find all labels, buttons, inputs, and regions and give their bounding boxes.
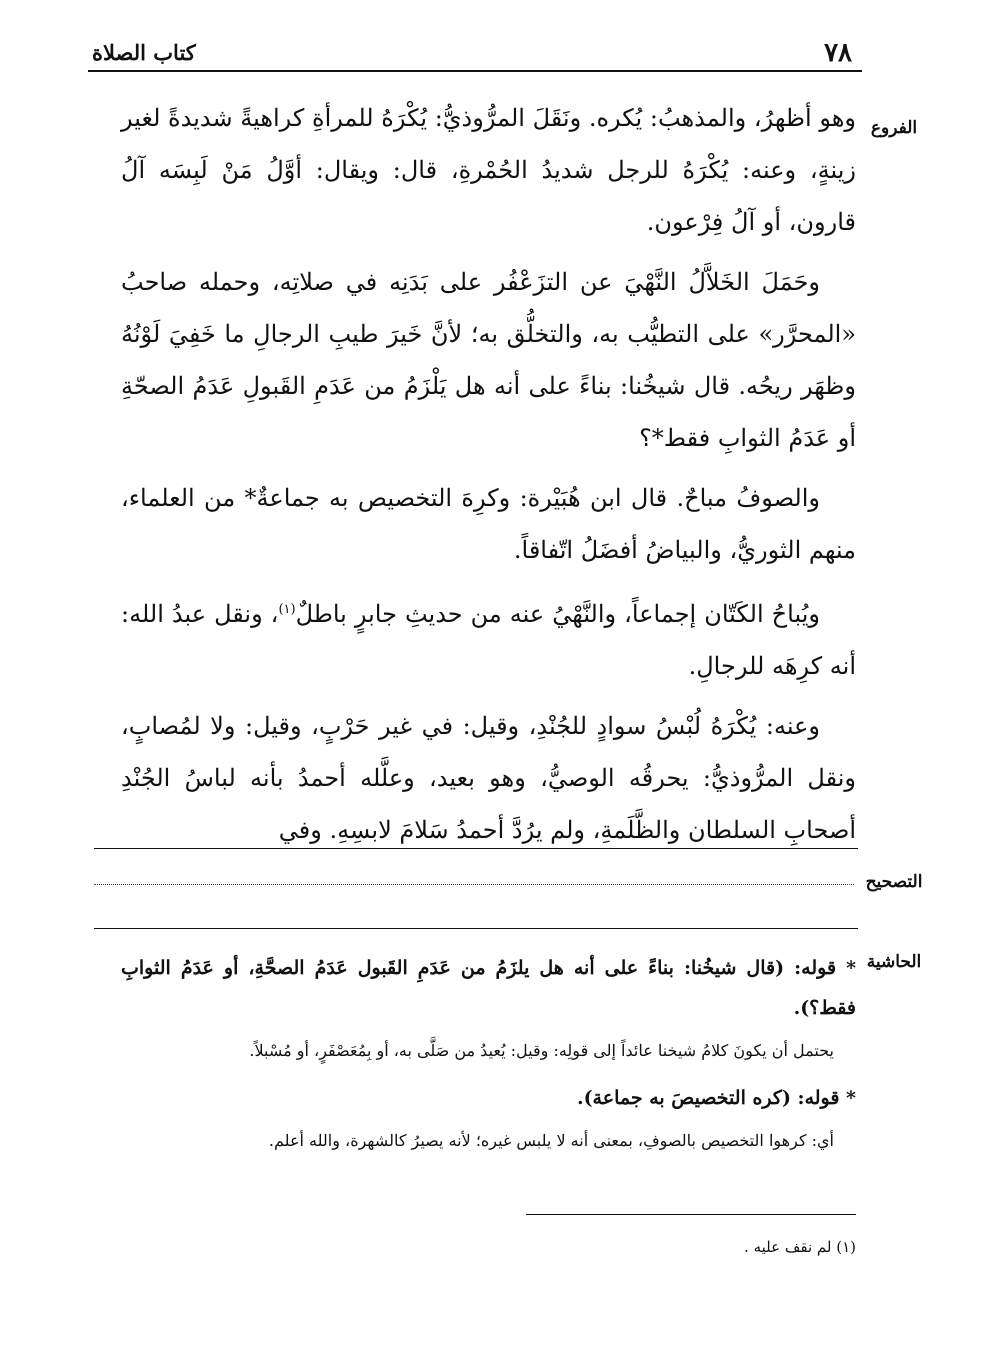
hashiya-notes [121, 948, 856, 1168]
tashih-divider [94, 928, 858, 929]
main-paragraph: والصوفُ مباحٌ. قال ابن هُبَيْرة: وكرِهَ التخصيص به جماعةٌ* من العلماء، منهم الثوريُّ، والبياضُ أفضَلُ اتّفاقاً. [121, 484, 856, 564]
main-paragraph [121, 584, 856, 692]
page-number: ٧٨ [824, 38, 852, 68]
main-paragraph: وعنه: يُكْرَهُ لُبْسُ سوادٍ للجُنْدِ، وقيل: في غير حَرْبٍ، وقيل: ولا لمُصابٍ، ونقل المرُّوذيُّ: يحرقُه الوصيُّ، وهو بعيد، وعلَّله أحمدُ بأنه لباسُ الجُنْدِ أصحابِ السلطان والظَّلَمةِ، ولم يرُدَّ أحمدُ سَلامَ لابسِهِ. وفي [121, 712, 856, 844]
main-divider [94, 848, 858, 849]
main-paragraph: وحَمَلَ الخَلاَّلُ النَّهْيَ عن التزَعْفُر على بَدَنِه في صلاتِه، وحمله صاحبُ «المحرَّر» على التطيُّب به، والتخلُّق به؛ لأنَّ خَيرَ طيبِ الرجالِ ما خَفِيَ لَوْنُهُ وظهَر ريحُه. قال شيخُنا: بناءً على أنه هل يَلْزَمُ من عَدَمِ القَبولِ عَدَمُ الصحّةِ أو عَدَمُ الثوابِ فقط*؟ [121, 268, 856, 452]
main-text [121, 92, 856, 864]
note-body: يحتمل أن يكونَ كلامُ شيخنا عائداً إلى قولِه: وقيل: يُعيدُ من صَلَّى به، أو بِمُعَصْفَرٍ، أو مُسْبلاً. [249, 1041, 834, 1060]
footnote-item: (١) لم نقف عليه . [744, 1238, 856, 1256]
page-header [88, 30, 862, 72]
paragraph-text: ويُباحُ الكَتّان إجماعاً، والنَّهْيُ عنه من حديثِ جابرٍ باطلٌ [295, 600, 820, 628]
label-hashiya: الحاشية [866, 952, 922, 972]
main-paragraph: وهو أظهرُ، والمذهبُ: يُكره. ونَقَلَ المرُّوذيُّ: يُكْرَهُ للمرأةِ كراهيةً شديدةً لغير زينةٍ، وعنه: يُكْرَهُ للرجل شديدُ الحُمْرةِ، قال: ويقال: أوَّلُ مَنْ لَبِسَه آلُ قارون، أو آلُ فِرْعون. [121, 104, 857, 236]
paragraph-text: ، ونقل عبدُ الله: أنه كرِهَه للرجالِ. [121, 600, 856, 680]
tashih-dotted-line [94, 884, 854, 885]
footnote-marker: (١) [278, 602, 296, 617]
footnote-divider [526, 1214, 856, 1215]
label-furu: الفروع [870, 118, 918, 138]
footnotes [121, 1232, 856, 1262]
label-tashih: التصحيح [865, 872, 923, 892]
note-head: * قوله: (كره التخصيصَ به جماعة). [576, 1087, 856, 1109]
note-head: * قوله: (قال شيخُنا: بناءً على أنه هل يلزَمُ من عَدَمِ القَبول عَدَمُ الصحَّةِ، أو عَدَمُ الثوابِ فقط؟). [121, 957, 856, 1019]
note-body: أي: كرهوا التخصيص بالصوفِ، بمعنى أنه لا يلبس غيره؛ لأنه يصيرُ كالشهرة، والله أعلم. [268, 1131, 834, 1150]
book-title: كتاب الصلاة [92, 40, 196, 65]
